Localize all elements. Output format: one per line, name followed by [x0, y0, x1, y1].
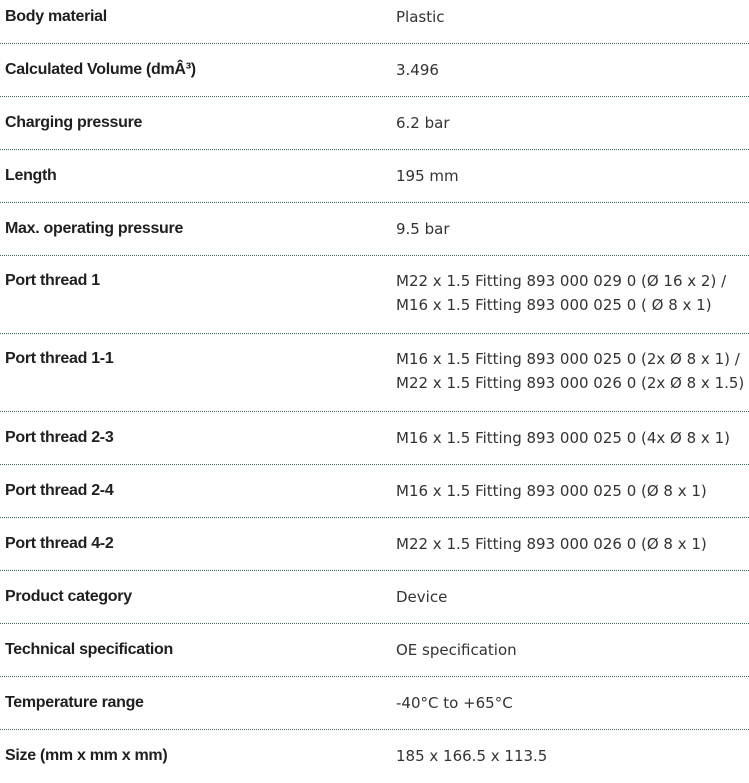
- spec-value: [396, 0, 749, 43]
- spec-label: Product category: [5, 588, 132, 605]
- spec-value-line: M16 x 1.5 Fitting 893 000 025 0 ( Ø 8 x 1): [396, 296, 712, 314]
- spec-label: Charging pressure: [5, 114, 143, 131]
- spec-value: [396, 518, 749, 570]
- spec-row-size: [0, 730, 749, 783]
- spec-value: [396, 334, 749, 411]
- spec-value-line: M16 x 1.5 Fitting 893 000 025 0 (Ø 8 x 1): [396, 482, 707, 500]
- spec-value-line: 195 mm: [396, 167, 459, 185]
- spec-value-line: 6.2 bar: [396, 114, 450, 132]
- spec-value: [396, 730, 749, 783]
- spec-value: [396, 44, 749, 96]
- spec-value: [396, 203, 749, 255]
- spec-label: Port thread 2-3: [5, 429, 114, 446]
- spec-value: [396, 150, 749, 202]
- spec-row-port-thread-1-1: [0, 334, 749, 412]
- spec-row-port-thread-1: [0, 256, 749, 334]
- spec-row-port-thread-2-4: [0, 465, 749, 518]
- spec-value-line: Plastic: [396, 8, 445, 26]
- spec-row-technical-specification: [0, 624, 749, 677]
- spec-value-line: Device: [396, 588, 448, 606]
- spec-row-port-thread-2-3: [0, 412, 749, 465]
- spec-label: Port thread 2-4: [5, 482, 114, 499]
- spec-value: [396, 677, 749, 729]
- spec-row-length: [0, 150, 749, 203]
- spec-label: Temperature range: [5, 694, 144, 711]
- spec-row-calculated-volume: [0, 44, 749, 97]
- spec-label: Calculated Volume (dmÂ³): [5, 61, 196, 78]
- spec-row-port-thread-4-2: [0, 518, 749, 571]
- spec-label: Body material: [5, 8, 107, 25]
- spec-label: Length: [5, 167, 57, 184]
- spec-row-max-operating-pressure: [0, 203, 749, 256]
- spec-label: Max. operating pressure: [5, 220, 184, 237]
- spec-value-line: 9.5 bar: [396, 220, 450, 238]
- spec-value-line: M16 x 1.5 Fitting 893 000 025 0 (4x Ø 8 x 1): [396, 429, 730, 447]
- spec-value-line: M22 x 1.5 Fitting 893 000 026 0 (2x Ø 8 x 1.5): [396, 374, 745, 392]
- spec-value: [396, 624, 749, 676]
- spec-label: Port thread 1-1: [5, 350, 114, 367]
- spec-value-line: M22 x 1.5 Fitting 893 000 029 0 (Ø 16 x 2) /: [396, 272, 727, 290]
- spec-row-product-category: [0, 571, 749, 624]
- spec-row-temperature-range: [0, 677, 749, 730]
- spec-label: Technical specification: [5, 641, 173, 658]
- spec-label: Port thread 1: [5, 272, 100, 289]
- spec-value-line: OE specification: [396, 641, 517, 659]
- spec-value-line: M22 x 1.5 Fitting 893 000 026 0 (Ø 8 x 1): [396, 535, 707, 553]
- spec-row-body-material: [0, 0, 749, 44]
- spec-value: [396, 256, 749, 333]
- spec-value: [396, 97, 749, 149]
- spec-value-line: -40°C to +65°C: [396, 694, 513, 712]
- spec-row-charging-pressure: [0, 97, 749, 150]
- spec-value: [396, 412, 749, 464]
- spec-value-line: M16 x 1.5 Fitting 893 000 025 0 (2x Ø 8 x 1) /: [396, 350, 740, 368]
- spec-value-line: 185 x 166.5 x 113.5: [396, 747, 548, 765]
- spec-value: [396, 465, 749, 517]
- spec-label: Port thread 4-2: [5, 535, 114, 552]
- spec-value-line: 3.496: [396, 61, 439, 79]
- spec-value: [396, 571, 749, 623]
- spec-label: Size (mm x mm x mm): [5, 747, 168, 764]
